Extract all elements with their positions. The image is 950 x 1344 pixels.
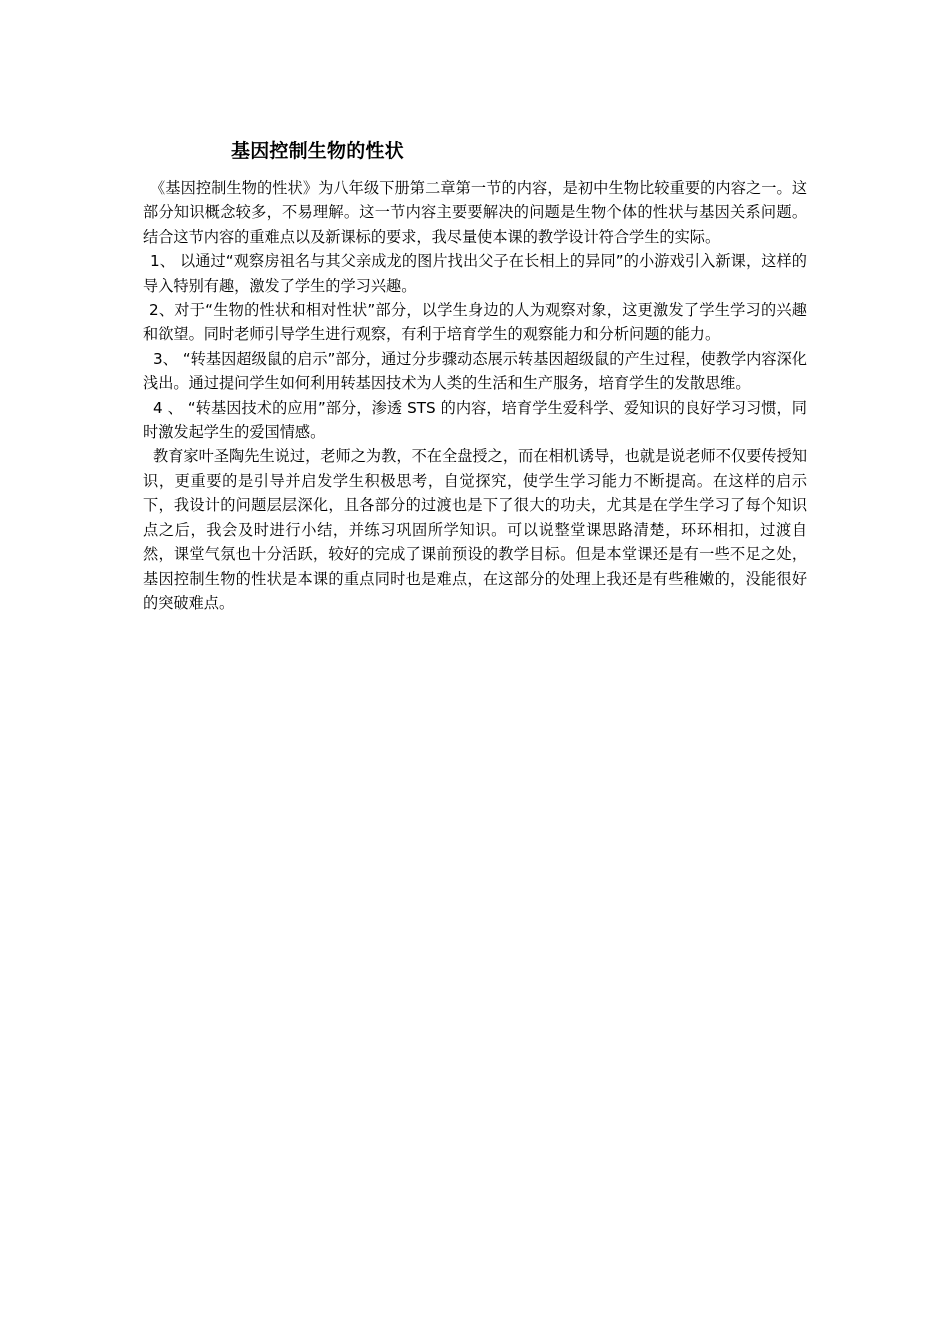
point-4-paragraph: 4 、 “转基因技术的应用”部分，渗透 STS 的内容，培育学生爱科学、爱知识的良好学习习惯，同时激发起学生的爱国情感。 (143, 398, 807, 442)
point-2-paragraph: 2、对于“生物的性状和相对性状”部分，以学生身边的人为观察对象，这更激发了学生学习的兴趣和欲望。同时老师引导学生进行观察，有利于培育学生的观察能力和分析问题的能力。 (143, 301, 807, 344)
point-1-paragraph: 1、 以通过“观察房祖名与其父亲成龙的图片找出父子在长相上的异同”的小游戏引入新课，这样的导入特别有趣，激发了学生的学习兴趣。 (143, 252, 807, 295)
document-body (143, 176, 807, 615)
intro-paragraph: 《基因控制生物的性状》为八年级下册第二章第一节的内容，是初中生物比较重要的内容之一。这部分知识概念较多，不易理解。这一节内容主要要解决的问题是生物个体的性状与基因关系问题。结合这节内容的重难点以及新课标的要求，我尽量使本课的教学设计符合学生的实际。 (143, 179, 807, 246)
document-title: 基因控制生物的性状 (231, 140, 404, 162)
conclusion-paragraph: 教育家叶圣陶先生说过，老师之为教，不在全盘授之，而在相机诱导，也就是说老师不仅要传授知识，更重要的是引导并启发学生积极思考，自觉探究，使学生学习能力不断提高。在这样的启示下，我设计的问题层层深化，且各部分的过渡也是下了很大的功夫，尤其是在学生学习了每个知识点之后，我会及时进行小结，并练习巩固所学知识。可以说整堂课思路清楚，环环相扣，过渡自然，课堂气氛也十分活跃，较好的完成了课前预设的教学目标。但是本堂课还是有一些不足之处，基因控制生物的性状是本课的重点同时也是难点，在这部分的处理上我还是有些稚嫩的，没能很好的突破难点。 (143, 447, 807, 612)
point-3-paragraph: 3、 “转基因超级鼠的启示”部分，通过分步骤动态展示转基因超级鼠的产生过程，使教学内容深化浅出。通过提问学生如何利用转基因技术为人类的生活和生产服务，培育学生的发散思维。 (143, 349, 807, 393)
